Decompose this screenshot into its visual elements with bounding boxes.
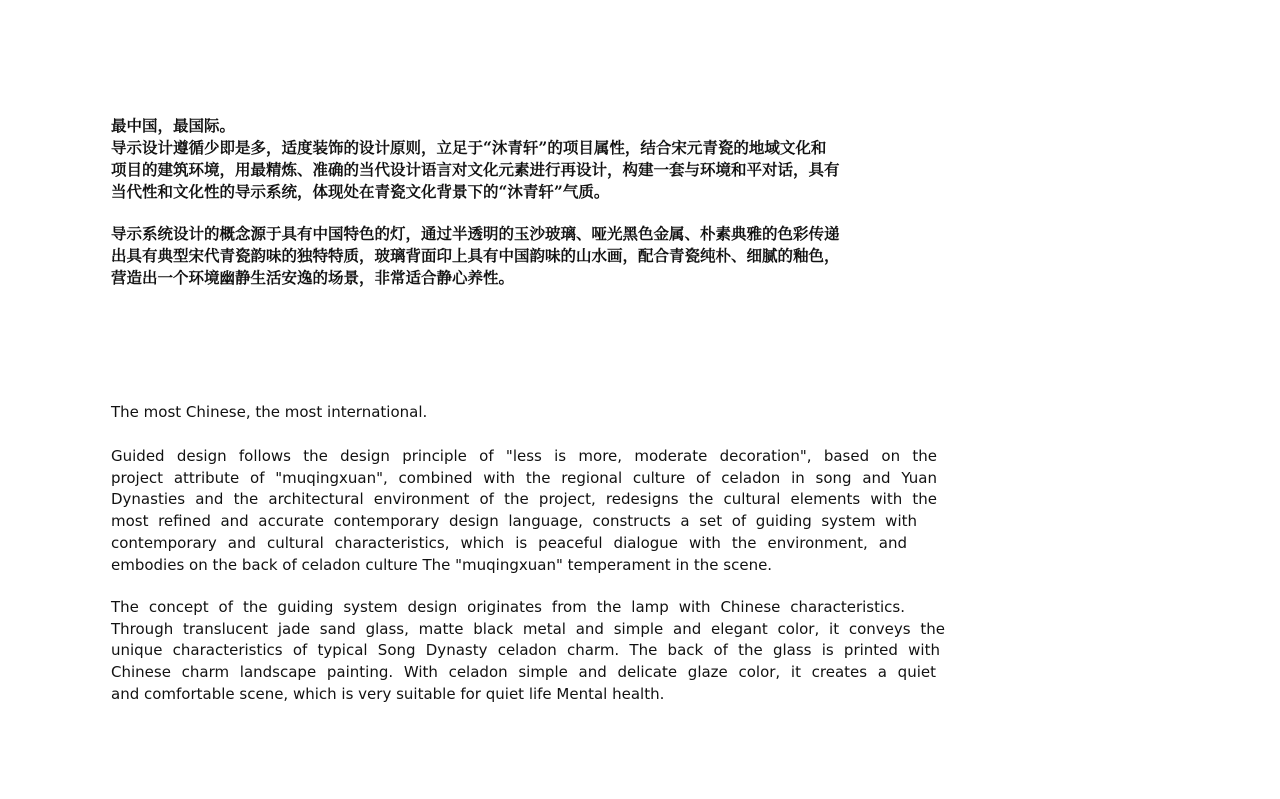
text-line: 出具有典型宋代青瓷韵味的独特特质，玻璃背面印上具有中国韵味的山水画，配合青瓷纯朴、细腻的釉色， — [111, 246, 840, 265]
text-line: contemporary and cultural characteristics, which is peaceful dialogue with the environment, and — [111, 533, 907, 552]
text-line: 导示设计遵循少即是多，适度装饰的设计原则，立足于“沐青轩”的项目属性，结合宋元青瓷的地域文化和 — [111, 138, 827, 157]
text-line: 当代性和文化性的导示系统，体现处在青瓷文化背景下的“沐青轩”气质。 — [111, 182, 610, 201]
text-line: Chinese charm landscape painting. With celadon simple and delicate glaze color, it creates a quiet — [111, 663, 936, 682]
text-line: Through translucent jade sand glass, matte black metal and simple and elegant color, it conveys the — [111, 619, 945, 638]
text-line: project attribute of "muqingxuan", combined with the regional culture of celadon in song and Yuan — [111, 468, 937, 487]
text-line: most refined and accurate contemporary design language, constructs a set of guiding system with — [111, 512, 917, 531]
text-line: The concept of the guiding system design originates from the lamp with Chinese characteristics. — [111, 598, 905, 616]
english-paragraph-2 — [111, 597, 945, 706]
text-line: Guided design follows the design principle of "less is more, moderate decoration", based on the — [111, 447, 937, 465]
text-line: 导示系统设计的概念源于具有中国特色的灯，通过半透明的玉沙玻璃、哑光黑色金属、朴素典雅的色彩传递 — [111, 224, 840, 243]
text-line: 最中国，最国际。 — [111, 116, 236, 135]
text-line: The most Chinese, the most international. — [111, 403, 428, 421]
text-line: embodies on the back of celadon culture The "muqingxuan" temperament in the scene. — [111, 555, 773, 574]
text-line: 项目的建筑环境，用最精炼、准确的当代设计语言对文化元素进行再设计，构建一套与环境和平对话，具有 — [111, 160, 840, 179]
chinese-paragraph-1 — [111, 115, 961, 203]
english-heading-line — [111, 402, 937, 424]
text-line: 营造出一个环境幽静生活安逸的场景，非常适合静心养性。 — [111, 268, 515, 287]
text-line: unique characteristics of typical Song Dynasty celadon charm. The back of the glass is printed with — [111, 641, 940, 660]
text-line: and comfortable scene, which is very suitable for quiet life Mental health. — [111, 684, 665, 703]
english-paragraph-1 — [111, 446, 937, 576]
text-line: Dynasties and the architectural environment of the project, redesigns the cultural elements with the — [111, 490, 937, 509]
chinese-paragraph-2 — [111, 223, 961, 289]
